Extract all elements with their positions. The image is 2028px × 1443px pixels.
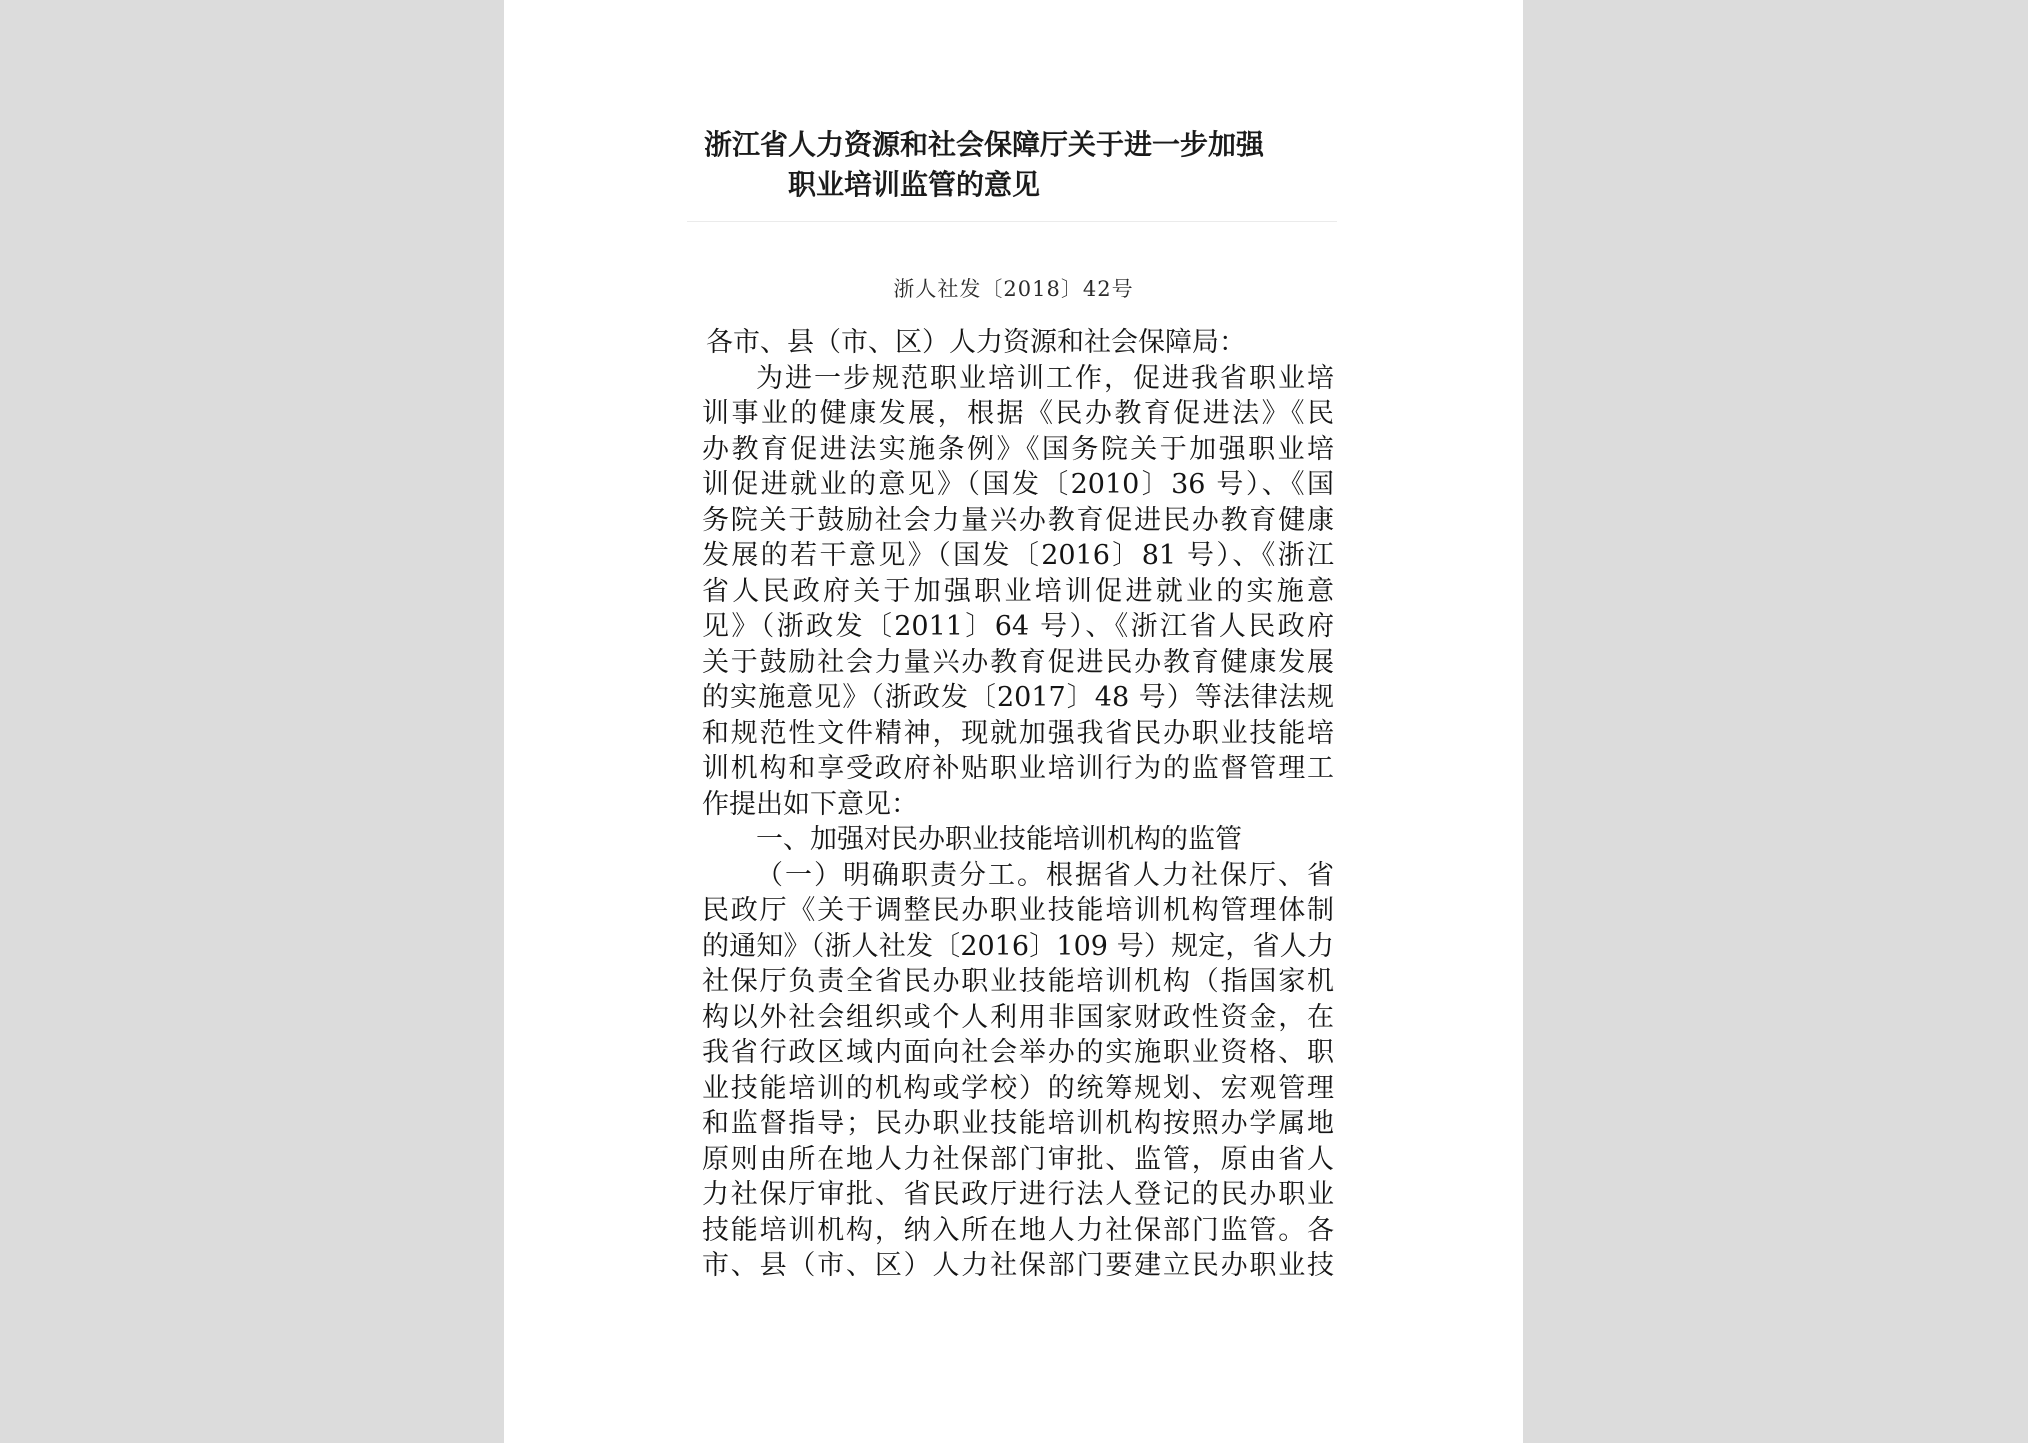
body-line: 和监督指导；民办职业技能培训机构按照办学属地 bbox=[702, 1108, 1334, 1139]
body-line: 社保厅负责全省民办职业技能培训机构（指国家机 bbox=[702, 966, 1334, 997]
body-line: 省人民政府关于加强职业培训促进就业的实施意 bbox=[702, 575, 1334, 607]
salutation: 各市、县（市、区）人力资源和社会保障局： bbox=[706, 327, 1246, 358]
body-line: 训促进就业的意见》（国发〔2010〕36 号）、《国 bbox=[702, 469, 1334, 500]
body-line: 关于鼓励社会力量兴办教育促进民办教育健康发展 bbox=[702, 646, 1334, 678]
title-line-1: 浙江省人力资源和社会保障厅关于进一步加强 bbox=[704, 128, 1265, 161]
body-line: 和规范性文件精神，现就加强我省民办职业技能培 bbox=[702, 717, 1334, 749]
document-title bbox=[704, 125, 1265, 205]
body-line: 见》（浙政发〔2011〕64 号）、《浙江省人民政府 bbox=[702, 611, 1334, 642]
title-divider bbox=[687, 221, 1337, 222]
body-line: 力社保厅审批、省民政厅进行法人登记的民办职业 bbox=[702, 1179, 1334, 1210]
document-page bbox=[504, 0, 1523, 1443]
body-line: 构以外社会组织或个人利用非国家财政性资金，在 bbox=[702, 1001, 1334, 1033]
body-line: 作提出如下意见： bbox=[702, 788, 918, 820]
body-line: 办教育促进法实施条例》《国务院关于加强职业培 bbox=[702, 433, 1334, 465]
section-heading: 一、加强对民办职业技能培训机构的监管 bbox=[756, 824, 1242, 855]
body-line: 我省行政区域内面向社会举办的实施职业资格、职 bbox=[702, 1037, 1334, 1068]
body-line: 技能培训机构，纳入所在地人力社保部门监管。各 bbox=[702, 1214, 1334, 1246]
body-line: 业技能培训的机构或学校）的统筹规划、宏观管理 bbox=[702, 1072, 1334, 1104]
body-line: 为进一步规范职业培训工作，促进我省职业培 bbox=[756, 362, 1334, 394]
body-line: 训机构和享受政府补贴职业培训行为的监督管理工 bbox=[702, 753, 1334, 784]
body-line: 训事业的健康发展，根据《民办教育促进法》《民 bbox=[702, 398, 1334, 429]
document-body bbox=[702, 325, 1334, 1284]
body-line: 的通知》（浙人社发〔2016〕109 号）规定，省人力 bbox=[702, 930, 1334, 962]
body-line: 发展的若干意见》（国发〔2016〕81 号）、《浙江 bbox=[702, 540, 1334, 571]
body-line: 的实施意见》（浙政发〔2017〕48 号）等法律法规 bbox=[702, 682, 1334, 713]
document-number: 浙人社发〔2018〕42号 bbox=[893, 277, 1134, 301]
body-line: 原则由所在地人力社保部门审批、监管，原由省人 bbox=[702, 1143, 1334, 1175]
subsection-line: （一）明确职责分工。根据省人力社保厅、省 bbox=[756, 859, 1334, 891]
body-line: 务院关于鼓励社会力量兴办教育促进民办教育健康 bbox=[702, 504, 1334, 536]
body-line: 民政厅《关于调整民办职业技能培训机构管理体制 bbox=[702, 895, 1334, 926]
body-line: 市、县（市、区）人力社保部门要建立民办职业技 bbox=[702, 1250, 1334, 1281]
title-line-2: 职业培训监管的意见 bbox=[787, 168, 1040, 201]
